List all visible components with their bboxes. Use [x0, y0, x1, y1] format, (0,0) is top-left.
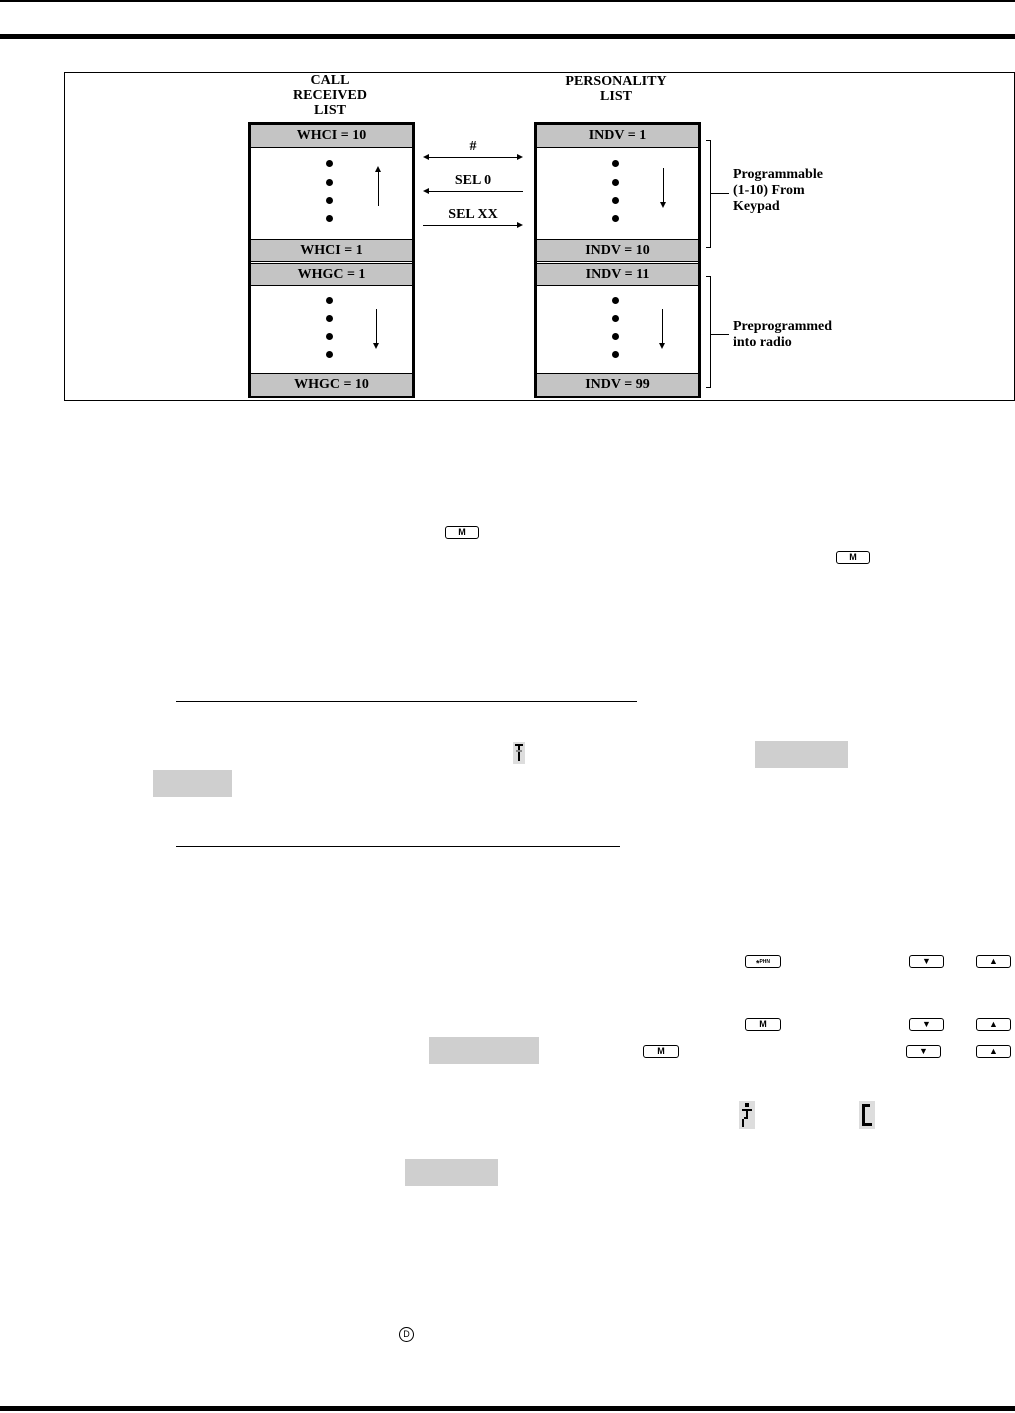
menu-key-icon: M: [745, 1018, 781, 1031]
right-arrow-line: [423, 225, 518, 226]
note-preprogrammed: Preprogrammed into radio: [733, 319, 833, 350]
arrow-label-sel-xx: SEL XX: [448, 207, 498, 222]
arrow-label-hash: #: [469, 139, 477, 154]
list-cell-indv-99: INDV = 99: [537, 373, 698, 396]
list-cell-whgc-10: WHGC = 10: [251, 373, 412, 396]
bracket-preprogrammed: [706, 276, 711, 388]
user-status-icon: [739, 1101, 755, 1129]
ellipsis-dot: [326, 297, 333, 304]
header-rule-thin: [0, 0, 1015, 2]
up-arrow-line: [378, 170, 379, 206]
arrow-label-sel-0: SEL 0: [454, 173, 492, 188]
ellipsis-dot: [326, 215, 333, 222]
arrow-head-down-icon: [659, 343, 665, 349]
down-arrow-line: [663, 168, 664, 204]
display-text-highlight: [405, 1159, 498, 1186]
header-rule-thick: [0, 34, 1015, 39]
list-cell-indv-11: INDV = 11: [537, 263, 698, 286]
left-arrow-line: [428, 191, 523, 192]
call-received-list-header: CALL RECEIVED LIST: [293, 73, 367, 118]
ellipsis-dot: [612, 333, 619, 340]
up-arrow-key-icon: ▲: [976, 955, 1011, 968]
bracket-tick: [711, 334, 729, 335]
display-text-highlight: [429, 1037, 539, 1064]
footer-rule-thick: [0, 1406, 1015, 1411]
list-cell-indv-10: INDV = 10: [537, 239, 698, 262]
option-knob-icon: D: [399, 1327, 414, 1342]
menu-key-icon: M: [836, 551, 870, 564]
down-arrow-key-icon: ▼: [906, 1045, 941, 1058]
down-arrow-line: [662, 309, 663, 345]
ellipsis-dot: [612, 297, 619, 304]
arrow-head-right-icon: [517, 154, 523, 160]
arrow-head-right-icon: [517, 222, 523, 228]
arrow-head-left-icon: [423, 154, 429, 160]
menu-key-icon: M: [643, 1045, 679, 1058]
ellipsis-dot: [612, 315, 619, 322]
ellipsis-dot: [612, 179, 619, 186]
antenna-icon: [513, 742, 525, 764]
phone-status-icon: [859, 1101, 875, 1129]
display-text-highlight: [755, 741, 848, 768]
arrow-head-left-icon: [423, 188, 429, 194]
up-arrow-key-icon: ▲: [976, 1018, 1011, 1031]
ellipsis-dot: [326, 315, 333, 322]
ellipsis-dot: [612, 351, 619, 358]
list-cell-whci-1: WHCI = 1: [251, 239, 412, 262]
ellipsis-dot: [326, 351, 333, 358]
menu-key-icon: M: [445, 526, 479, 539]
display-text-highlight: [153, 770, 232, 797]
arrow-head-down-icon: [373, 343, 379, 349]
personality-list-header: PERSONALITY LIST: [565, 74, 667, 104]
double-arrow-line: [428, 157, 518, 158]
list-cell-whgc-1: WHGC = 1: [251, 263, 412, 286]
ellipsis-dot: [326, 197, 333, 204]
ellipsis-dot: [326, 179, 333, 186]
bracket-tick: [711, 193, 729, 194]
up-arrow-key-icon: ▲: [976, 1045, 1011, 1058]
ellipsis-dot: [612, 160, 619, 167]
star-phn-key-icon: *$^{PHN}$: [745, 955, 781, 968]
section-heading-underline: [176, 846, 620, 847]
ellipsis-dot: [612, 215, 619, 222]
list-cell-indv-1: INDV = 1: [537, 125, 698, 148]
ellipsis-dot: [326, 160, 333, 167]
arrow-head-down-icon: [660, 202, 666, 208]
ellipsis-dot: [612, 197, 619, 204]
bracket-programmable: [706, 140, 711, 248]
section-heading-underline: [176, 701, 637, 702]
down-arrow-line: [376, 309, 377, 345]
list-cell-whci-10: WHCI = 10: [251, 125, 412, 148]
note-programmable: Programmable (1-10) From Keypad: [733, 167, 823, 214]
down-arrow-key-icon: ▼: [909, 1018, 944, 1031]
arrow-head-up-icon: [375, 166, 381, 172]
down-arrow-key-icon: ▼: [909, 955, 944, 968]
ellipsis-dot: [326, 333, 333, 340]
